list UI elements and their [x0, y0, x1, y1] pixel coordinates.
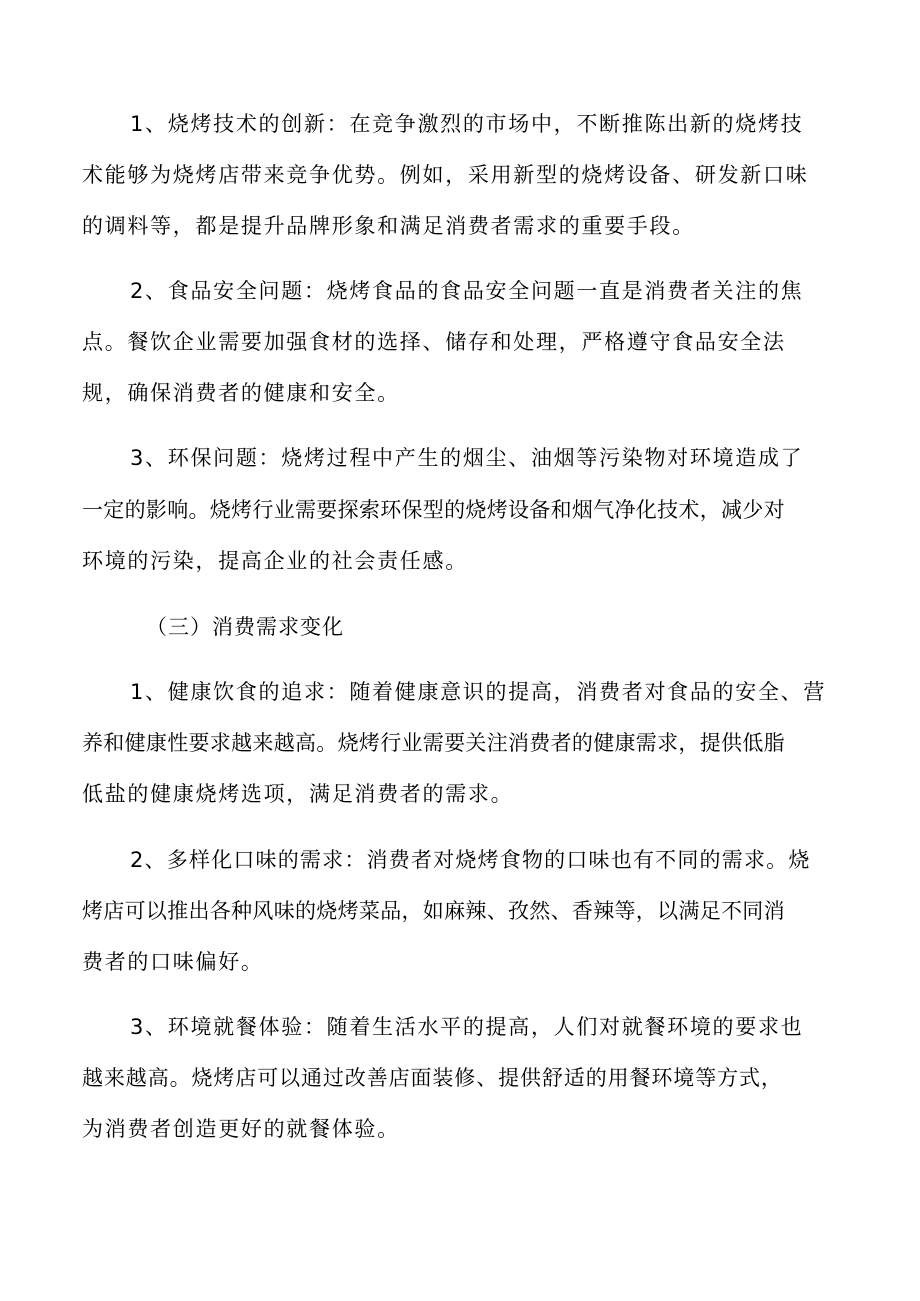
paragraph-1-line-3: 的调料等，都是提升品牌形象和满足消费者需求的重要手段。 [82, 214, 695, 238]
paragraph-4-line-2: 养和健康性要求越来越高。烧烤行业需要关注消费者的健康需求，提供低脂 [82, 731, 785, 755]
paragraph-2-line-2: 点。餐饮企业需要加强食材的选择、储存和处理，严格遵守食品安全法 [82, 330, 786, 354]
paragraph-5-line-3: 费者的口味偏好。 [82, 950, 264, 974]
paragraph-4-line-1: 1、健康饮食的追求：随着健康意识的提高，消费者对食品的安全、营 [130, 680, 827, 704]
paragraph-3-line-2: 一定的影响。烧烤行业需要探索环保型的烧烤设备和烟气净化技术，减少对 [82, 498, 785, 522]
paragraph-2-line-1: 2、食品安全问题：烧烤食品的食品安全问题一直是消费者关注的焦 [130, 279, 804, 303]
paragraph-6-line-1: 3、环境就餐体验：随着生活水平的提高，人们对就餐环境的要求也 [130, 1015, 804, 1039]
paragraph-6-line-3: 为消费者创造更好的就餐体验。 [82, 1117, 400, 1141]
paragraph-5-line-2: 烤店可以推出各种风味的烧烤菜品，如麻辣、孜然、香辣等，以满足不同消 [82, 899, 785, 923]
paragraph-1-line-2: 术能够为烧烤店带来竞争优势。例如，采用新型的烧烤设备、研发新口味 [82, 163, 809, 187]
paragraph-4-line-3: 低盐的健康烧烤选项，满足消费者的需求。 [82, 782, 514, 806]
paragraph-1-line-1: 1、烧烤技术的创新：在竞争激烈的市场中，不断推陈出新的烧烤技 [130, 112, 804, 136]
paragraph-3-line-3: 环境的污染，提高企业的社会责任感。 [82, 549, 468, 573]
paragraph-3-line-1: 3、环保问题：烧烤过程中产生的烟尘、油烟等污染物对环境造成了 [130, 446, 804, 470]
paragraph-2-line-3: 规，确保消费者的健康和安全。 [82, 381, 400, 405]
paragraph-6-line-2: 越来越高。烧烤店可以通过改善店面装修、提供舒适的用餐环境等方式， [82, 1066, 783, 1090]
section-heading: （三）消费需求变化 [146, 615, 344, 639]
paragraph-5-line-1: 2、多样化口味的需求：消费者对烧烤食物的口味也有不同的需求。烧 [130, 848, 811, 872]
